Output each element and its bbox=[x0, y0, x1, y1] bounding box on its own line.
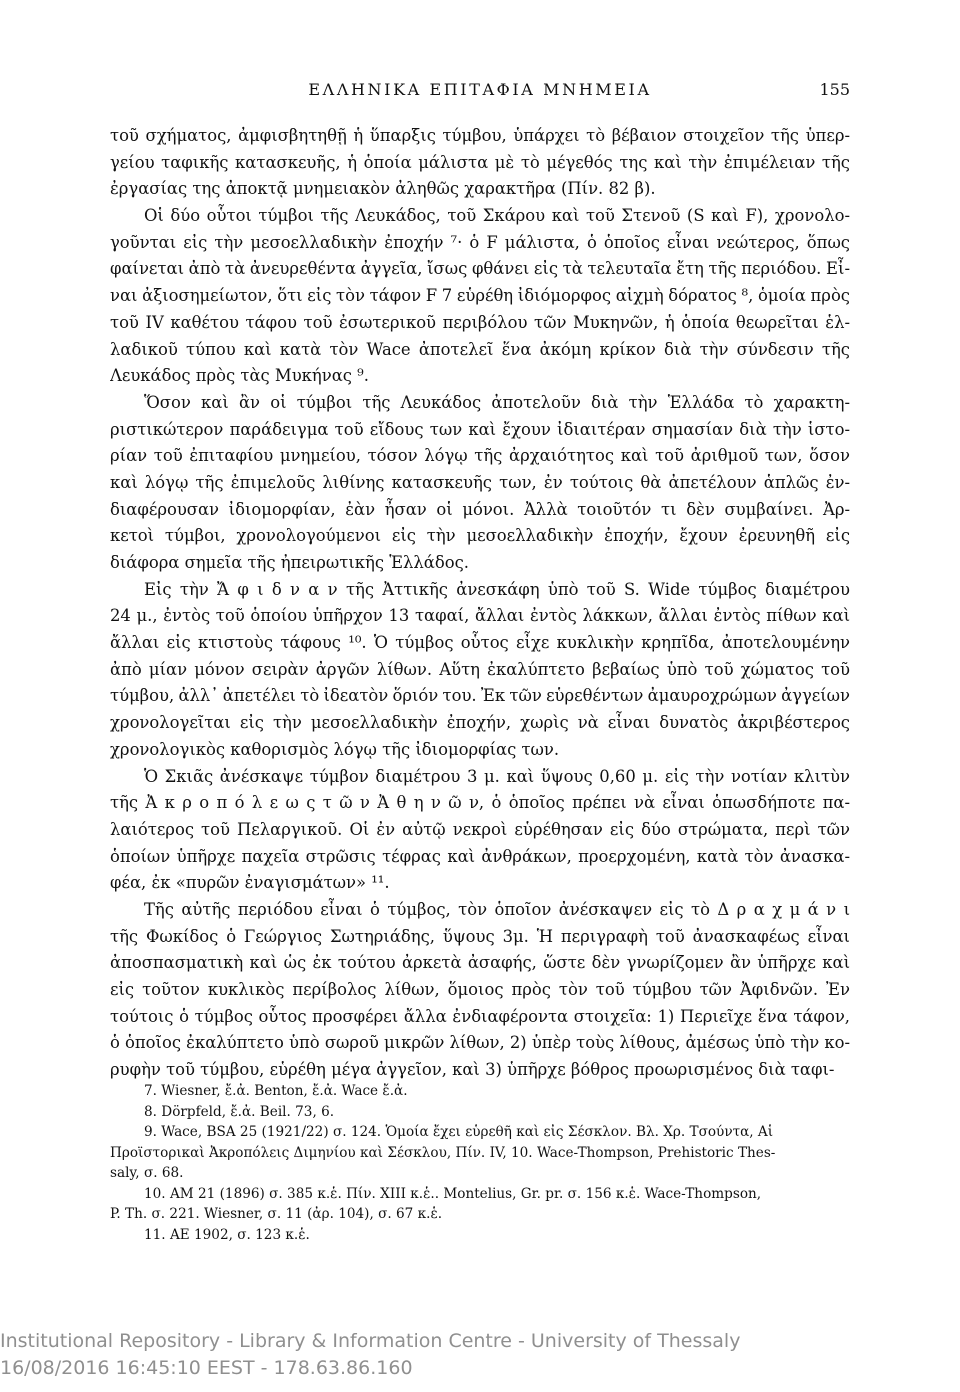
paragraph-line: γείου ταφικῆς κατασκευῆς, ἡ ὁποία μάλιστα μὲ τὸ μέγεθός της καὶ τὴν ἐπιμέλειαν τῆς bbox=[110, 152, 850, 172]
paragraph-line: ἐργασίας της ἀποκτᾷ μνημειακὸν ἀληθῶς χαρακτῆρα (Πίν. 82 β). bbox=[110, 179, 656, 199]
paragraph-line: τῆς Φωκίδος ὁ Γεώργιος Σωτηριάδης, ὕψους 3μ. Ἡ περιγραφὴ τοῦ ἀνασκαφέως εἶναι bbox=[110, 926, 850, 946]
paragraph-line: χρονολογεῖται εἰς τὴν μεσοελλαδικὴν ἐποχήν, χωρὶς νὰ εἶναι δυνατὸς ἀκριβέστερος bbox=[110, 713, 850, 733]
paragraph-line: χρονολογικὸς καθορισμὸς λόγῳ τῆς ἰδιομορφίας των. bbox=[110, 739, 560, 759]
footnote-line: saly, σ. 68. bbox=[110, 1165, 184, 1181]
paragraph-line: διαφέρουσαν ἰδιομορφίαν, ἐὰν ἦσαν οἱ μόνοι. Ἀλλὰ τοιοῦτόν τι δὲν συμβαίνει. Ἀρ- bbox=[110, 499, 850, 519]
paragraph-line: ριστικώτερον παράδειγμα τοῦ εἴδους των καὶ ἔχουν ἰδιαιτέραν σημασίαν διὰ τὴν ἱστο- bbox=[110, 419, 850, 439]
paragraph-line: τοῦ IV καθέτου τάφου τοῦ ἐσωτερικοῦ περιβόλου τῶν Μυκηνῶν, ἡ ὁποία θεωρεῖται ἑλ- bbox=[110, 312, 850, 332]
paragraph-line: Λευκάδος πρὸς τὰς Μυκήνας ⁹. bbox=[110, 366, 369, 386]
paragraph-line: ρυφὴν τοῦ τύμβου, εὑρέθη μέγα ἀγγεῖον, καὶ 3) ὑπῆρχε βόθρος προωρισμένος διὰ ταφι- bbox=[110, 1060, 835, 1080]
paragraph-line: φέα, ἐκ «πυρῶν ἐναγισμάτων» ¹¹. bbox=[110, 873, 390, 893]
page-number: 155 bbox=[819, 80, 850, 99]
paragraph-line: διάφορα σημεῖα τῆς ἠπειρωτικῆς Ἑλλάδος. bbox=[110, 553, 469, 572]
footnote-line: 9. Wace, BSA 25 (1921/22) σ. 124. Ὁμοία ἔχει εὑρεθῆ καὶ εἰς Σέσκλον. Βλ. Χρ. Τσούντα, Αἱ bbox=[144, 1124, 774, 1140]
paragraph-line: ἀπὸ μίαν μόνον σειρὰν ἀργῶν λίθων. Αὕτη ἐκαλύπτετο βεβαίως ὑπὸ τοῦ χώματος τοῦ bbox=[110, 659, 850, 679]
paragraph-line: Ὅσον καὶ ἂν οἱ τύμβοι τῆς Λευκάδος ἀποτελοῦν διὰ τὴν Ἑλλάδα τὸ χαρακτη- bbox=[144, 392, 850, 412]
paragraph-line: Οἱ δύο οὗτοι τύμβοι τῆς Λευκάδος, τοῦ Σκάρου καὶ τοῦ Στενοῦ (S καὶ F), χρονολο- bbox=[144, 206, 850, 226]
watermark-timestamp: 16/08/2016 16:45:10 EEST - 178.63.86.160 bbox=[0, 1357, 413, 1379]
paragraph-line: ναι ἀξιοσημείωτον, ὅτι εἰς τὸν τάφον F 7 εὑρέθη ἰδιόμορφος αἰχμὴ δόρατος ⁸, ὁμοία πρὸς bbox=[110, 286, 850, 306]
paragraph-line: Εἰς τὴν Ἄ φ ι δ ν α ν τῆς Ἀττικῆς ἀνεσκάφη ὑπὸ τοῦ S. Wide τύμβος διαμέτρου bbox=[144, 579, 850, 599]
paragraph-line: Ὁ Σκιᾶς ἀνέσκαψε τύμβον διαμέτρου 3 μ. καὶ ὕψους 0,60 μ. εἰς τὴν νοτίαν κλιτὺν bbox=[144, 766, 850, 786]
paragraph-line: ἀποσπασματικὴ καὶ ὡς ἐκ τούτου ἀρκετὰ ἀσαφής, ὥστε δὲν γνωρίζομεν ἂν ὑπῆρχε καὶ bbox=[110, 953, 850, 973]
paragraph-line: τούτοις ὁ τύμβος οὗτος προσφέρει ἄλλα ἐνδιαφέροντα στοιχεῖα: 1) Περιεῖχε ἕνα τάφον, bbox=[110, 1006, 850, 1026]
paragraph-line: τοῦ σχήματος, ἀμφισβητηθῇ ἡ ὕπαρξις τύμβου, ὑπάρχει τὸ βέβαιον στοιχεῖον τῆς ὑπερ- bbox=[110, 126, 850, 145]
repository-watermark bbox=[0, 1328, 960, 1382]
paragraph-line: καὶ λόγῳ τῆς ἐπιμελοῦς λιθίνης κατασκευῆς των, ἐν τούτοις θὰ ἀπετέλουν ἁπλῶς ἐν- bbox=[110, 472, 850, 492]
footnote-line: 10. AM 21 (1896) σ. 385 κ.ἑ. Πίν. XIII κ.ἑ.. Montelius, Gr. pr. σ. 156 κ.ἑ. Wace-Thompson, bbox=[144, 1185, 762, 1202]
footnote-line: 11. ΑΕ 1902, σ. 123 κ.ἑ. bbox=[144, 1226, 310, 1243]
footnote-line: Προϊστορικαὶ Ἀκροπόλεις Διμηνίου καὶ Σέσκλου, Πίν. IV, 10. Wace-Thompson, Prehistoric Thes- bbox=[110, 1144, 776, 1161]
paragraph-line: τύμβου, ἀλλ᾽ ἀπετέλει τὸ ἰδεατὸν ὅριόν του. Ἐκ τῶν εὑρεθέντων ἀμαυροχρώμων ἀγγείων bbox=[110, 686, 850, 706]
paragraph-line: ἄλλαι εἰς κτιστοὺς τάφους ¹⁰. Ὁ τύμβος οὗτος εἶχε κυκλικὴν κρηπῖδα, ἀποτελουμένην bbox=[110, 633, 850, 653]
paragraph-line: ρίαν τοῦ ἐπιταφίου μνημείου, τόσον λόγῳ τῆς ἀρχαιότητος καὶ τοῦ ἀριθμοῦ των, ὅσον bbox=[110, 446, 850, 466]
paragraph-line: λαιότερος τοῦ Πελαργικοῦ. Οἱ ἐν αὐτῷ νεκροὶ εὑρέθησαν εἰς δύο στρώματα, περὶ τῶν bbox=[110, 819, 850, 839]
body-text bbox=[110, 123, 850, 1084]
running-title: ΕΛΛΗΝΙΚΑ ΕΠΙΤΑΦΙΑ ΜΝΗΜΕΙΑ bbox=[308, 80, 652, 99]
paragraph-line: εἰς τοῦτον κυκλικὸς περίβολος λίθων, ὅμοιος πρὸς τὸν τοῦ τύμβου τῶν Ἀφιδνῶν. Ἐν bbox=[110, 980, 850, 999]
paragraph-line: κετοὶ τύμβοι, χρονολογούμενοι εἰς τὴν μεσοελλαδικὴν ἐποχήν, ἔχουν ἐρευνηθῆ εἰς bbox=[110, 526, 850, 546]
paragraph-line: τῆς Ἀ κ ρ ο π ό λ ε ω ς τ ῶ ν Ἀ θ η ν ῶ ν, ὁ ὁποῖος πρέπει νὰ εἶναι ὁπωσδήποτε πα- bbox=[110, 793, 850, 813]
paragraph-line: λαδικοῦ τύπου καὶ κατὰ τὸν Wace ἀποτελεῖ ἕνα ἀκόμη κρίκον διὰ τὴν σύνδεσιν τῆς bbox=[110, 339, 850, 359]
running-header bbox=[110, 80, 850, 104]
paragraph-line: ὁποίων ὑπῆρχε παχεῖα στρῶσις τέφρας καὶ ἀνθράκων, προερχομένη, κατὰ τὸν ἀνασκα- bbox=[110, 846, 850, 866]
watermark-institution: Institutional Repository - Library & Information Centre - University of Thessaly bbox=[0, 1330, 741, 1352]
paragraph-line: φαίνεται ἀπὸ τὰ ἀνευρεθέντα ἀγγεῖα, ἴσως φθάνει εἰς τὰ τελευταῖα ἔτη τῆς περιόδου. Εἶ- bbox=[110, 259, 850, 279]
footnotes bbox=[110, 1081, 850, 1245]
paragraph-line: 24 μ., ἐντὸς τοῦ ὁποίου ὑπῆρχον 13 ταφαί, ἄλλαι ἐντὸς λάκκων, ἄλλαι ἐντὸς πίθων καὶ bbox=[110, 606, 850, 626]
paragraph-line: γοῦνται εἰς τὴν μεσοελλαδικὴν ἐποχήν ⁷· ὁ F μάλιστα, ὁ ὁποῖος εἶναι νεώτερος, ὅπως bbox=[110, 232, 850, 252]
paragraph-line: Τῆς αὐτῆς περιόδου εἶναι ὁ τύμβος, τὸν ὁποῖον ἀνέσκαψεν εἰς τὸ Δ ρ α χ μ ά ν ι bbox=[144, 899, 850, 919]
footnote-line: 7. Wiesner, ἔ.ἀ. Benton, ἔ.ἀ. Wace ἔ.ἀ. bbox=[144, 1083, 408, 1099]
footnote-line: 8. Dörpfeld, ἔ.ἀ. Beil. 73, 6. bbox=[144, 1103, 335, 1120]
paragraph-line: ὁ ὁποῖος ἐκαλύπτετο ὑπὸ σωροῦ μικρῶν λίθων, 2) ὑπὲρ τοὺς λίθους, ἀμέσως ὑπὸ τὴν κο- bbox=[110, 1033, 850, 1053]
footnote-line: P. Th. σ. 221. Wiesner, σ. 11 (ἀρ. 104), σ. 67 κ.ἑ. bbox=[110, 1206, 443, 1222]
